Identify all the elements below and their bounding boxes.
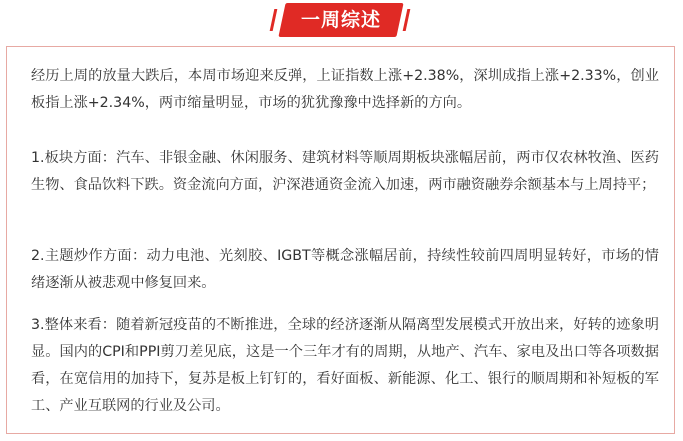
- page-title: 一周综述: [300, 9, 381, 31]
- intro-paragraph: 经历上周的放量大跌后，本周市场迎来反弹，上证指数上涨+2.38%，深圳成指上涨+2.33%，创业板指上涨+2.34%，两市缩量明显，市场的犹犹豫豫中选择新的方向。: [31, 68, 659, 111]
- overall-paragraph: 3.整体来看：随着新冠疫苗的不断推进，全球的经济逐渐从隔离型发展模式开放出来，好转的迹象明显。国内的CPI和PPI剪刀差见底，这是一个三年才有的周期，从地产、汽车、家电及出口等各项数据看，在宽信用的加持下，复苏是板上钉钉的，看好面板、新能源、化工、银行的顺周期和补短板的军工、产业互联网的行业及公司。: [31, 317, 659, 414]
- summary-content-box: [6, 46, 675, 434]
- decorative-slash-left: [270, 9, 278, 31]
- theme-paragraph: 2.主题炒作方面：动力电池、光刻胶、IGBT等概念涨幅居前，持续性较前四周明显转好，市场的情绪逐渐从被悲观中修复回来。: [31, 248, 659, 291]
- sector-paragraph: 1.板块方面：汽车、非银金融、休闲服务、建筑材料等顺周期板块涨幅居前，两市仅农林牧渔、医药生物、食品饮料下跌。资金流向方面，沪深港通资金流入加速，两市融资融券余额基本与上周持平；: [31, 150, 659, 193]
- decorative-slash-right: [403, 9, 411, 31]
